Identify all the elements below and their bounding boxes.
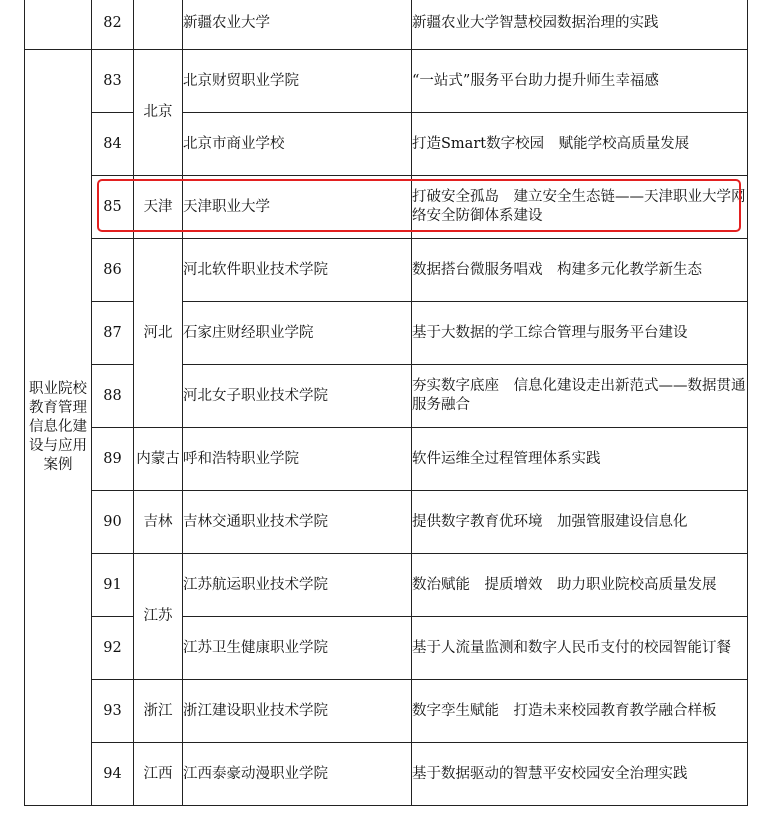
school-name: 石家庄财经职业学院 [183, 302, 412, 365]
table-row [25, 365, 748, 428]
school-name: 吉林交通职业技术学院 [183, 491, 412, 554]
table-row [25, 428, 748, 491]
row-number: 94 [92, 743, 134, 806]
case-list-table [24, 0, 760, 806]
case-title: 数治赋能 提质增效 助力职业院校高质量发展 [412, 554, 748, 617]
province-cell [134, 0, 183, 50]
school-name: 呼和浩特职业学院 [183, 428, 412, 491]
row-number: 93 [92, 680, 134, 743]
case-title: 打造Smart数字校园 赋能学校高质量发展 [412, 113, 748, 176]
row-number: 85 [92, 176, 134, 239]
row-number: 83 [92, 50, 134, 113]
row-number: 87 [92, 302, 134, 365]
case-title: 基于人流量监测和数字人民币支付的校园智能订餐 [412, 617, 748, 680]
case-title: 基于大数据的学工综合管理与服务平台建设 [412, 302, 748, 365]
row-number: 90 [92, 491, 134, 554]
case-title: “一站式”服务平台助力提升师生幸福感 [412, 50, 748, 113]
school-name: 河北软件职业技术学院 [183, 239, 412, 302]
row-number: 89 [92, 428, 134, 491]
province-cell: 江苏 [134, 554, 183, 680]
table-row [25, 554, 748, 617]
table-row [25, 302, 748, 365]
table-row [25, 617, 748, 680]
province-cell: 江西 [134, 743, 183, 806]
row-number: 92 [92, 617, 134, 680]
row-number: 82 [92, 0, 134, 50]
table-row [25, 743, 748, 806]
table-row [25, 239, 748, 302]
table-row [25, 0, 748, 50]
school-name: 新疆农业大学 [183, 0, 412, 50]
category-cell: 职业院校教育管理信息化建设与应用案例 [25, 50, 92, 806]
province-cell: 吉林 [134, 491, 183, 554]
school-name: 浙江建设职业技术学院 [183, 680, 412, 743]
row-number: 91 [92, 554, 134, 617]
row-number: 88 [92, 365, 134, 428]
school-name: 河北女子职业技术学院 [183, 365, 412, 428]
row-number: 86 [92, 239, 134, 302]
province-cell: 北京 [134, 50, 183, 176]
case-title: 基于数据驱动的智慧平安校园安全治理实践 [412, 743, 748, 806]
table-row [25, 491, 748, 554]
highlight-box [97, 179, 741, 232]
province-cell: 天津 [134, 176, 183, 239]
case-title: 提供数字教育优环境 加强管服建设信息化 [412, 491, 748, 554]
province-cell: 内蒙古 [134, 428, 183, 491]
province-cell: 河北 [134, 239, 183, 428]
school-name: 北京财贸职业学院 [183, 50, 412, 113]
table-row [25, 113, 748, 176]
school-name: 江苏航运职业技术学院 [183, 554, 412, 617]
case-title: 夯实数字底座 信息化建设走出新范式——数据贯通 服务融合 [412, 365, 748, 428]
school-name: 江苏卫生健康职业学院 [183, 617, 412, 680]
table-row [25, 680, 748, 743]
school-name: 天津职业大学 [183, 176, 412, 239]
case-title: 新疆农业大学智慧校园数据治理的实践 [412, 0, 748, 50]
case-title: 打破安全孤岛 建立安全生态链——天津职业大学网络安全防御体系建设 [412, 176, 748, 239]
case-title: 数字孪生赋能 打造未来校园教育教学融合样板 [412, 680, 748, 743]
table-row [25, 50, 748, 113]
case-title: 数据搭台微服务唱戏 构建多元化教学新生态 [412, 239, 748, 302]
school-name: 北京市商业学校 [183, 113, 412, 176]
category-cell-previous [25, 0, 92, 50]
province-cell: 浙江 [134, 680, 183, 743]
case-title: 软件运维全过程管理体系实践 [412, 428, 748, 491]
school-name: 江西泰豪动漫职业学院 [183, 743, 412, 806]
row-number: 84 [92, 113, 134, 176]
